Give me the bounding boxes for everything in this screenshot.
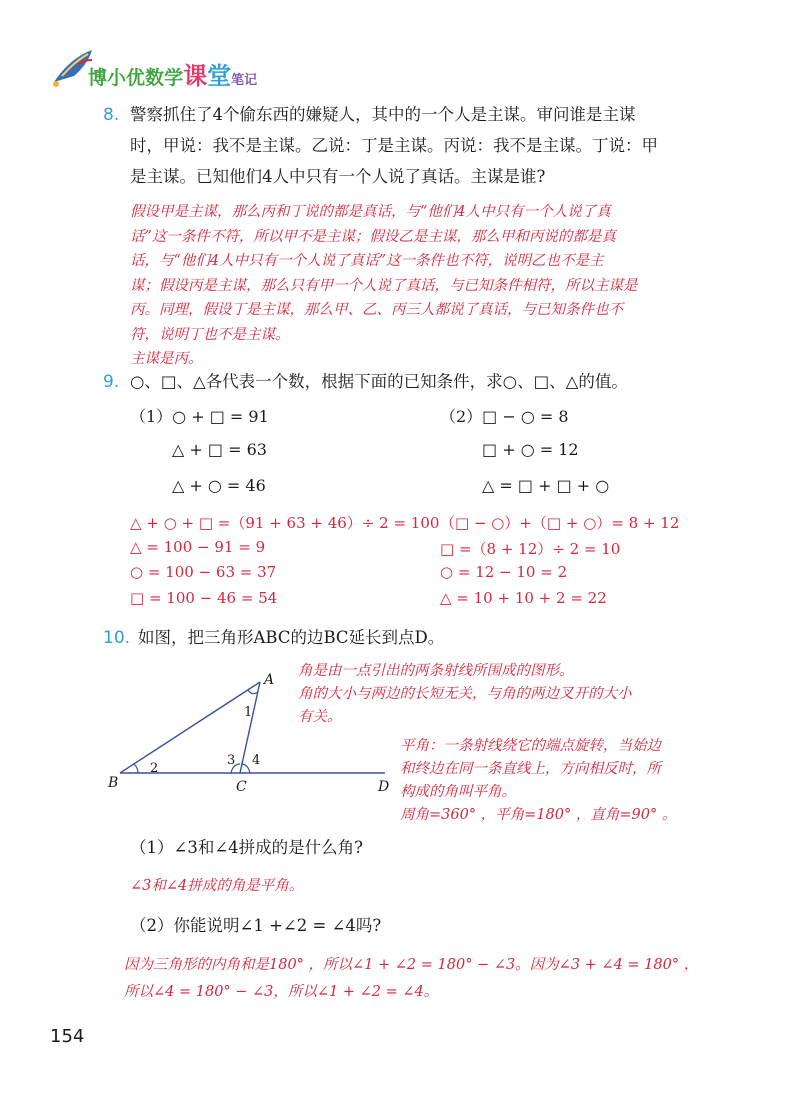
q9-text: ○、□、△各代表一个数，根据下面的已知条件，求○、□、△的值。 (130, 372, 628, 391)
q10-text: 如图，把三角形ABC的边BC延长到点D。 (138, 628, 445, 647)
q8-answer-line: 话”这一条件不符，所以甲不是主谋；假设乙是主谋，那么甲和丙说的都是真 (130, 228, 616, 245)
q9-number: 9. (103, 372, 120, 392)
q9-p1-given-2: △ + □ = 63 (172, 440, 267, 459)
angle-arc-2 (134, 764, 138, 773)
q8-line: 是主谋。已知他们4人中只有一个人说了真话。主谋是谁? (130, 167, 546, 186)
q9-p2-answer-2: □ =（8 + 12）÷ 2 = 10 (440, 540, 621, 558)
q10-sub2-answer-line: 因为三角形的内角和是180° ，所以∠1 + ∠2 = 180° − ∠3。因为∠3 + ∠4 = 180° ， (124, 957, 699, 973)
logo-char: 数 (145, 67, 165, 89)
q9-p2-answer-1: （□ − ○）+（□ + ○）= 8 + 12 (440, 514, 680, 532)
angle-label-4: 4 (252, 753, 261, 768)
angle-arc-1 (248, 690, 258, 694)
q8-answer-line: 符，说明丁也不是主谋。 (130, 326, 290, 343)
angle-label-3: 3 (227, 753, 236, 768)
note-line: 角的大小与两边的长短无关，与角的两边叉开的大小 (298, 686, 632, 702)
note-line: 有关。 (298, 709, 342, 725)
q8-answer-line: 假设甲是主谋，那么丙和丁说的都是真话，与“他们4人中只有一个人说了真 (130, 204, 611, 220)
q8-answer-line: 话，与“他们4人中只有一个人说了真话”这一条件也不符，说明乙也不是主 (130, 253, 604, 269)
logo-char: 笔记 (231, 73, 258, 88)
q9-p2-given-3: △ = □ + □ + ○ (482, 476, 610, 495)
note-line: 角是由一点引出的两条射线所围成的图形。 (298, 663, 574, 679)
segment-ab (120, 682, 260, 773)
page-number: 154 (50, 1026, 85, 1047)
angle-label-2: 2 (150, 761, 159, 776)
note-line: 构成的角叫平角。 (400, 784, 516, 800)
q9-p1-answer-2: △ = 100 − 91 = 9 (130, 538, 266, 556)
logo-char: 堂 (207, 62, 232, 90)
q8-answer-line: 丙。同理，假设丁是主谋，那么甲、乙、丙三人都说了真话，与已知条件也不 (130, 302, 623, 318)
point-label-b: B (108, 775, 119, 791)
q9-p2-given-1: （2）□ − ○ = 8 (440, 407, 569, 426)
logo-char: 学 (164, 67, 184, 89)
angle-label-1: 1 (244, 705, 253, 720)
note-line: 和终边在同一条直线上，方向相反时，所 (400, 761, 661, 777)
note-line: 平角：一条射线绕它的端点旋转，当始边 (400, 738, 661, 754)
q9-p1-given-1: （1）○ + □ = 91 (130, 407, 269, 426)
q9-p1-answer-4: □ = 100 − 46 = 54 (130, 589, 278, 607)
logo-text (88, 56, 257, 91)
logo-char: 课 (183, 62, 208, 90)
q8-answer-line: 主谋是丙。 (130, 351, 203, 367)
q10-note-angle (298, 660, 778, 729)
point-label-d: D (378, 779, 390, 795)
q10-note-straight-angle (400, 735, 780, 827)
note-line: 周角=360° ，平角=180° ，直角=90° 。 (400, 807, 677, 823)
q9-p1-given-3: △ + ○ = 46 (172, 476, 266, 495)
q10-sub2-answer-line: 所以∠4 = 180° − ∠3，所以∠1 + ∠2 = ∠4。 (124, 984, 439, 1000)
q10-sub1-answer: ∠3和∠4拼成的角是平角。 (130, 878, 304, 894)
q9-p2-given-2: □ + ○ = 12 (482, 440, 579, 459)
q8-line: 时，甲说：我不是主谋。乙说：丁是主谋。丙说：我不是主谋。丁说：甲 (130, 136, 658, 155)
q8-line: 警察抓住了4个偷东西的嫌疑人，其中的一个人是主谋。审问谁是主谋 (130, 105, 636, 124)
point-label-c: C (236, 779, 247, 795)
q8-text (130, 99, 770, 192)
q10-sub2-question: （2）你能说明∠1 +∠2 = ∠4吗? (130, 916, 382, 935)
q10-sub1-question: （1）∠3和∠4拼成的是什么角? (130, 838, 363, 857)
q8-answer (130, 200, 780, 372)
logo-char: 博 (88, 67, 108, 89)
q8-answer-line: 谋；假设丙是主谋，那么只有甲一个人说了真话，与已知条件相符，所以主谋是 (130, 277, 638, 294)
q10-number: 10. (103, 628, 131, 648)
logo-char: 优 (126, 67, 146, 89)
q9-p2-answer-3: ○ = 12 − 10 = 2 (440, 563, 568, 581)
q8-number: 8. (103, 105, 120, 125)
q9-p1-answer-1: △ + ○ + □ =（91 + 63 + 46）÷ 2 = 100 (130, 514, 440, 532)
point-label-a: A (264, 672, 275, 688)
q9-p2-answer-4: △ = 10 + 10 + 2 = 22 (440, 589, 607, 607)
q10-sub2-answer (124, 952, 784, 1006)
logo-char: 小 (107, 67, 127, 89)
q9-p1-answer-3: ○ = 100 − 63 = 37 (130, 563, 277, 581)
